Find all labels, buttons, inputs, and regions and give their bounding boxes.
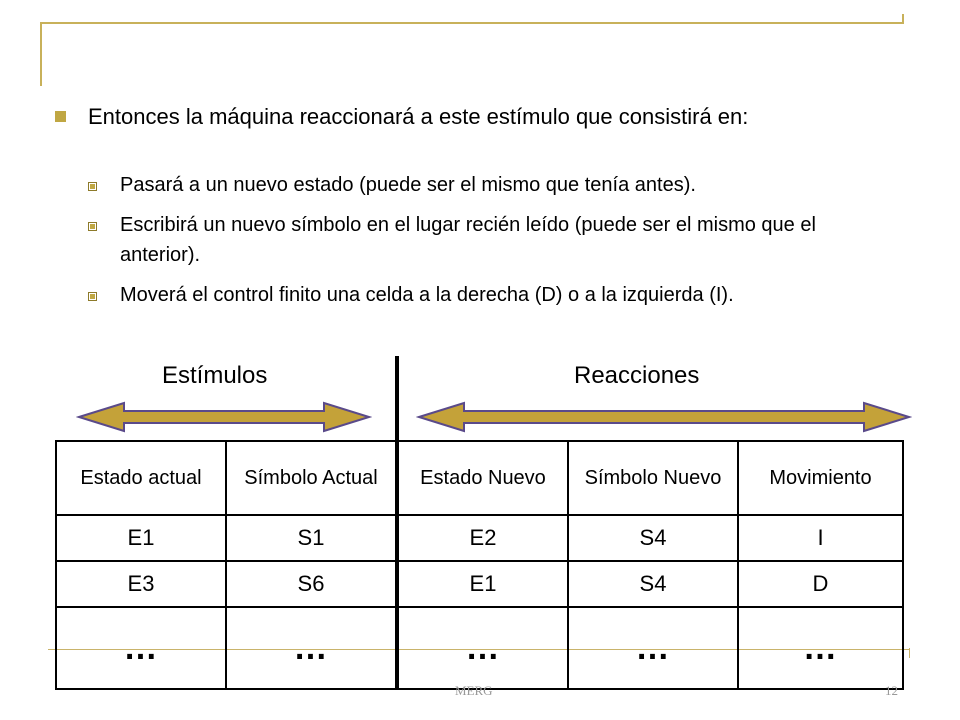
left-decorative-line — [40, 22, 42, 86]
table-cell: E2 — [397, 515, 568, 561]
right-decorative-tick — [902, 14, 904, 24]
footer-author: MERG — [455, 683, 493, 698]
page-number: 12 — [885, 683, 898, 698]
sub-bullet-text-2: Escribirá un nuevo símbolo en el lugar recién leído (puede ser el mismo que el anterior). — [120, 214, 816, 266]
hollow-square-bullet-icon — [88, 222, 97, 231]
transition-table — [55, 440, 904, 690]
table-row — [56, 515, 903, 561]
main-bullet-text: Entonces la máquina reaccionará a este estímulo que consistirá en: — [88, 104, 749, 129]
stimuli-double-arrow-icon — [76, 400, 372, 434]
sub-bullet-text-3: Moverá el control finito una celda a la derecha (D) o a la izquierda (I). — [120, 284, 734, 306]
table-cell: S4 — [568, 561, 738, 607]
table-cell: E1 — [56, 515, 226, 561]
bottom-right-decorative-tick — [909, 648, 910, 658]
hollow-square-bullet-icon — [88, 292, 97, 301]
ellipsis-cell: … — [397, 607, 568, 689]
table-cell: I — [738, 515, 903, 561]
header-cell: Símbolo Nuevo — [568, 441, 738, 515]
ellipsis-cell: … — [226, 607, 397, 689]
table-cell: D — [738, 561, 903, 607]
header-cell: Estado actual — [56, 441, 226, 515]
top-decorative-line — [40, 22, 904, 24]
square-bullet-icon — [55, 111, 66, 122]
sub-bullet-text-1: Pasará a un nuevo estado (puede ser el mismo que tenía antes). — [120, 174, 696, 196]
header-cell: Movimiento — [738, 441, 903, 515]
reactions-double-arrow-icon — [416, 400, 912, 434]
hollow-square-bullet-icon — [88, 182, 97, 191]
table-cell: S4 — [568, 515, 738, 561]
table-cell: E1 — [397, 561, 568, 607]
vertical-divider — [395, 356, 399, 450]
table-cell: E3 — [56, 561, 226, 607]
ellipsis-cell: … — [738, 607, 903, 689]
ellipsis-cell: … — [568, 607, 738, 689]
table-header-row — [56, 441, 903, 515]
header-cell: Símbolo Actual — [226, 441, 397, 515]
header-cell: Estado Nuevo — [397, 441, 568, 515]
reactions-heading: Reacciones — [574, 362, 700, 389]
table-row — [56, 561, 903, 607]
table-row — [56, 607, 903, 689]
stimuli-heading: Estímulos — [162, 362, 268, 389]
ellipsis-cell: … — [56, 607, 226, 689]
table-cell: S6 — [226, 561, 397, 607]
table-cell: S1 — [226, 515, 397, 561]
